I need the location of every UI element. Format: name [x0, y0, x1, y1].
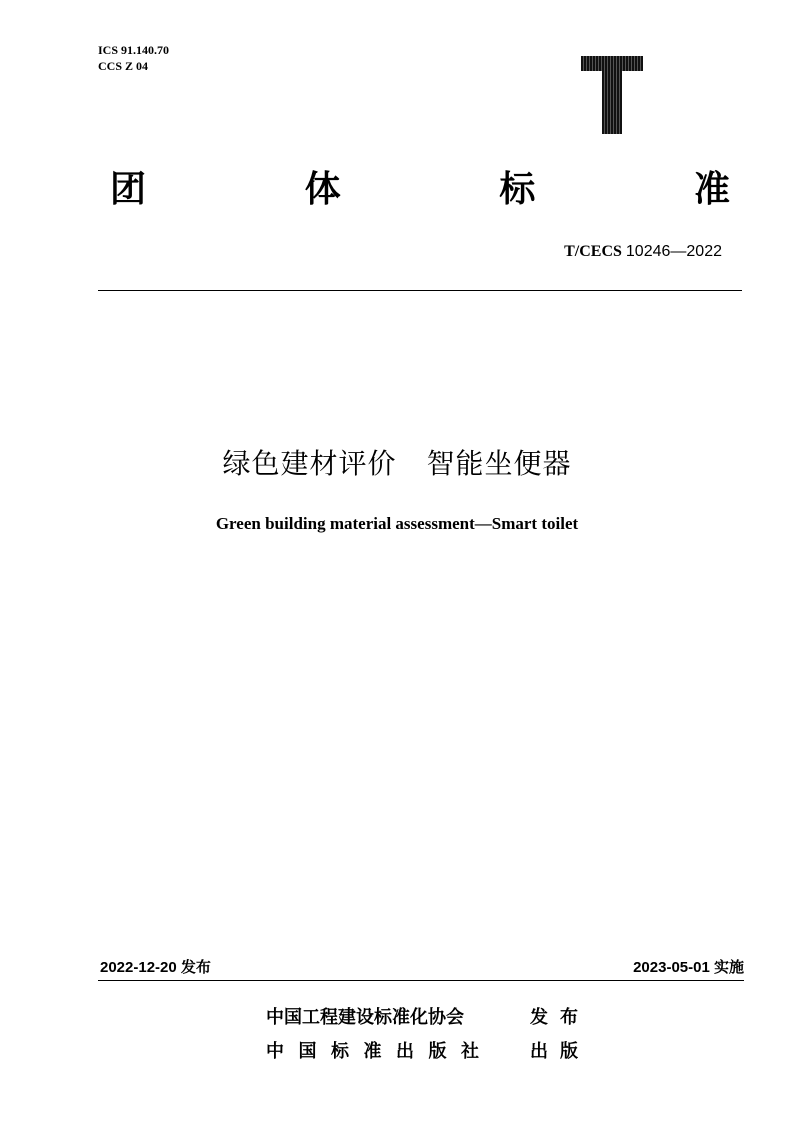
standard-type-char: 体 — [304, 169, 341, 210]
title-english: Green building material assessment—Smart toilet — [215, 514, 579, 533]
title-chinese — [0, 444, 794, 484]
publisher-row — [266, 1040, 590, 1064]
top-divider — [98, 290, 742, 291]
ccs-code: CCS Z 04 — [98, 59, 149, 73]
issue-date: 2022-12-20 发布 — [100, 959, 211, 976]
title-cn-part2: 智能坐便器 — [426, 447, 572, 480]
publisher-action: 发布 — [530, 1007, 590, 1028]
publisher-name: 中国标准出版社 — [266, 1041, 494, 1062]
standard-type-char: 准 — [693, 169, 730, 210]
standard-type-char: 标 — [499, 169, 536, 210]
standard-number-prefix: T/CECS — [564, 243, 622, 260]
standard-type-char: 团 — [110, 169, 147, 210]
standard-type-heading — [110, 168, 730, 212]
publisher-row — [266, 1006, 590, 1030]
classification-codes — [98, 42, 169, 74]
implementation-date: 2023-05-01 实施 — [633, 959, 744, 976]
publisher-name: 中国工程建设标准化协会 — [266, 1007, 464, 1028]
standard-number-value: 10246—2022 — [625, 243, 722, 260]
standard-number — [564, 243, 722, 261]
standard-t-logo — [581, 56, 643, 134]
publisher-action: 出版 — [530, 1041, 590, 1062]
title-cn-part1: 绿色建材评价 — [222, 447, 397, 480]
bottom-divider — [98, 980, 744, 981]
ics-code: ICS 91.140.70 — [98, 43, 170, 57]
